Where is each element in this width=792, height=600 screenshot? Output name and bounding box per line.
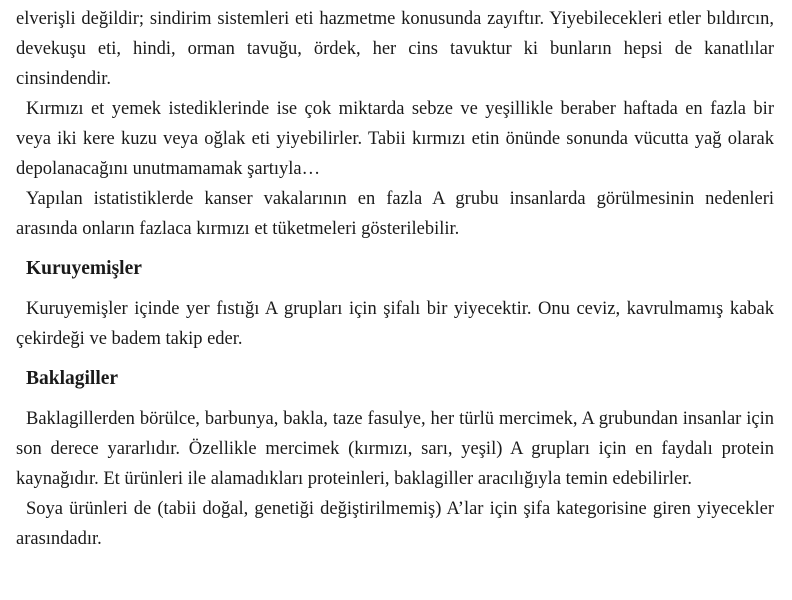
paragraph-continuation: elverişli değildir; sindirim sistemleri eti hazmetme konusunda zayıftır. Yiyebilecekleri etler bıldırcın, devekuşu eti, hindi, orman tavuğu, ördek, her cins tavuktur ki bunların hepsi de kanatlılar cinsindendir.: [16, 9, 774, 89]
section-heading-baklagiller: Baklagiller: [26, 368, 119, 389]
paragraph-soya: Soya ürünleri de (tabii doğal, genetiği değiştirilmemiş) A’lar için şifa kategorisine giren yiyecekler arasındadır.: [16, 499, 774, 549]
section-heading-kuruyemisler: Kuruyemişler: [26, 258, 142, 279]
paragraph-statistics: Yapılan istatistiklerde kanser vakalarının en fazla A grubu insanlarda görülmesinin nedenleri arasında onların fazlaca kırmızı et tüketmeleri gösterilebilir.: [16, 189, 774, 239]
paragraph-baklagiller: Baklagillerden börülce, barbunya, bakla, taze fasulye, her türlü mercimek, A grubundan insanlar için son derece yararlıdır. Özellikle mercimek (kırmızı, sarı, yeşil) A grupları için en faydalı protein kaynağıdır. Et ürünleri ile alamadıkları proteinleri, baklagiller aracılığıyla temin edebilirler.: [16, 409, 774, 489]
paragraph-kuruyemisler: Kuruyemişler içinde yer fıstığı A grupları için şifalı bir yiyecektir. Onu ceviz, kavrulmamış kabak çekirdeği ve badem takip eder.: [16, 299, 774, 349]
paragraph-red-meat: Kırmızı et yemek istediklerinde ise çok miktarda sebze ve yeşillikle beraber haftada en fazla bir veya iki kere kuzu veya oğlak eti yiyebilirler. Tabii kırmızı etin önünde sonunda vücutta yağ olarak depolanacağını unutmamamak şartıyla…: [16, 99, 774, 179]
